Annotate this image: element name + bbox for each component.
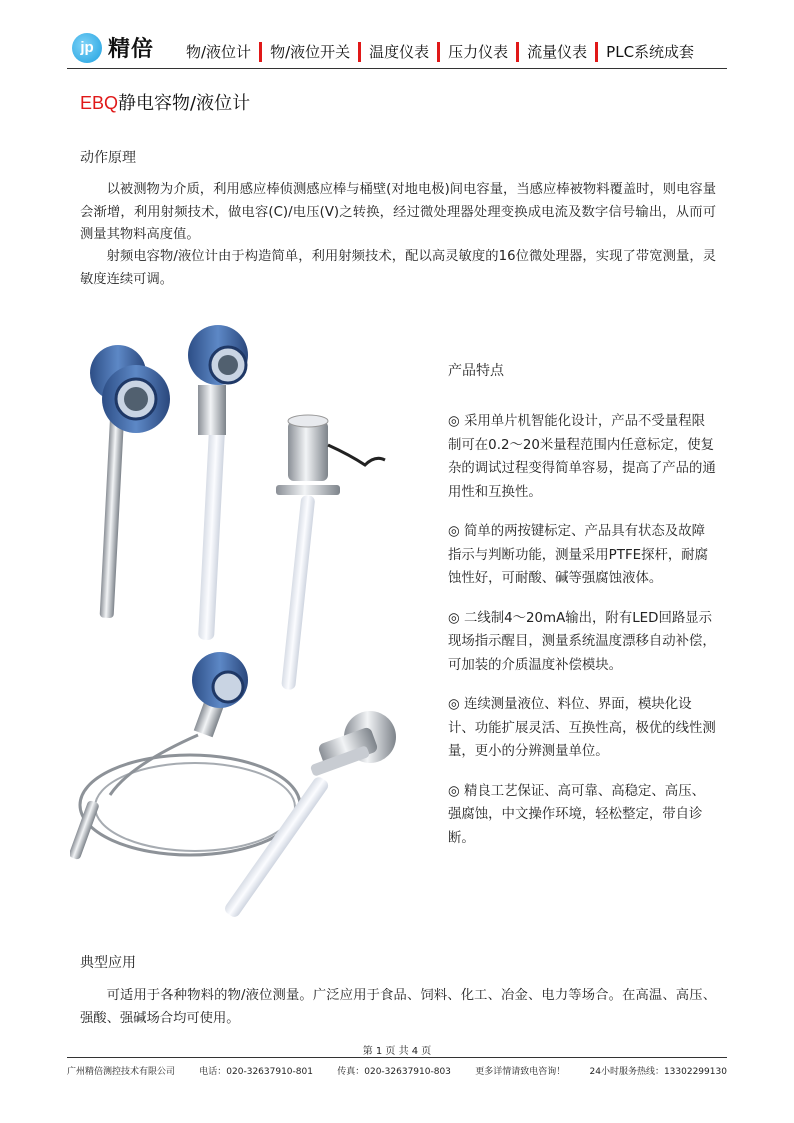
probe-flanged-ptfe [223,711,396,919]
probe-blue-ptfe-rod [188,325,248,640]
principle-paragraph-1: 以被测物为介质，利用感应棒侦测感应棒与桶壁(对地电极)间电容量，当感应棒被物料覆盖时，则电容量会渐增，利用射频技术，做电容(C)/电压(V)之转换，经过微处理器处理变换成电流及数字信号输出，从而可测量其物料高度值。 [80,182,716,242]
nav-separator [358,42,361,62]
feature-item: ◎ 二线制4～20mA输出，附有LED回路显示现场指示醒目，测量系统温度漂移自动补偿，可加装的介质温度补偿模块。 [448,610,716,673]
logo-mark: jp [72,33,102,63]
footer-info [67,1064,727,1077]
nav-separator [437,42,440,62]
brand-name: 精倍 [108,37,155,62]
header-divider [67,68,727,69]
probe-blue-cable [70,652,300,860]
applications-heading: 典型应用 [80,955,136,971]
product-title [80,89,250,115]
category-nav [180,41,700,62]
footer-phone: 电话：020-32637910-801 [199,1067,313,1077]
product-photos [70,325,432,935]
features-list [448,410,718,866]
company-logo [72,32,154,63]
footer-consult: 更多详情请致电咨询！ [475,1067,566,1077]
feature-item: ◎ 采用单片机智能化设计，产品不受量程限制可在0.2～20米量程范围内任意标定，使复杂的调试过程变得简单容易，提高了产品的通用性和互换性。 [448,414,716,500]
nav-level-meter[interactable]: 物/液位计 [186,43,252,61]
nav-pressure[interactable]: 压力仪表 [448,43,509,61]
nav-flow[interactable]: 流量仪表 [527,43,588,61]
probe-stainless-flange [276,415,385,690]
probe-blue-steel-rod [90,345,170,618]
product-model: EBQ [80,93,119,113]
feature-item: ◎ 连续测量液位、料位、界面，模块化设计、功能扩展灵活、互换性高，极优的线性测量，更小的分辨测量单位。 [448,697,716,759]
footer-hotline: 24小时服务热线：13302299130 [589,1067,727,1077]
nav-separator [259,42,262,62]
principle-paragraph-2: 射频电容物/液位计由于构造简单，利用射频技术，配以高灵敏度的16位微处理器，实现了带宽测量，灵敏度连续可调。 [80,249,716,287]
applications-paragraph: 可适用于各种物料的物/液位测量。广泛应用于食品、饲料、化工、冶金、电力等场合。在高温、高压、强酸、强碱场合均可使用。 [80,988,716,1026]
footer-fax: 传真：020-32637910-803 [337,1067,451,1077]
nav-plc[interactable]: PLC系统成套 [606,43,695,61]
feature-item: ◎ 简单的两按键标定、产品具有状态及故障指示与判断功能，测量采用PTFE探杆，耐腐蚀性好，可耐酸、碱等强腐蚀液体。 [448,524,709,586]
feature-item: ◎ 精良工艺保证、高可靠、高稳定、高压、强腐蚀，中文操作环境，轻松整定，带自诊断。 [448,783,705,846]
footer-divider [67,1057,727,1058]
nav-separator [516,42,519,62]
nav-level-switch[interactable]: 物/液位开关 [270,43,351,61]
page-number: 第 1 页 共 4 页 [362,1046,432,1057]
principle-heading: 动作原理 [80,150,136,166]
footer-company: 广州精倍测控技术有限公司 [67,1067,176,1077]
nav-separator [595,42,598,62]
features-heading: 产品特点 [448,363,504,379]
product-name: 静电容物/液位计 [118,93,251,114]
nav-temperature[interactable]: 温度仪表 [369,43,430,61]
